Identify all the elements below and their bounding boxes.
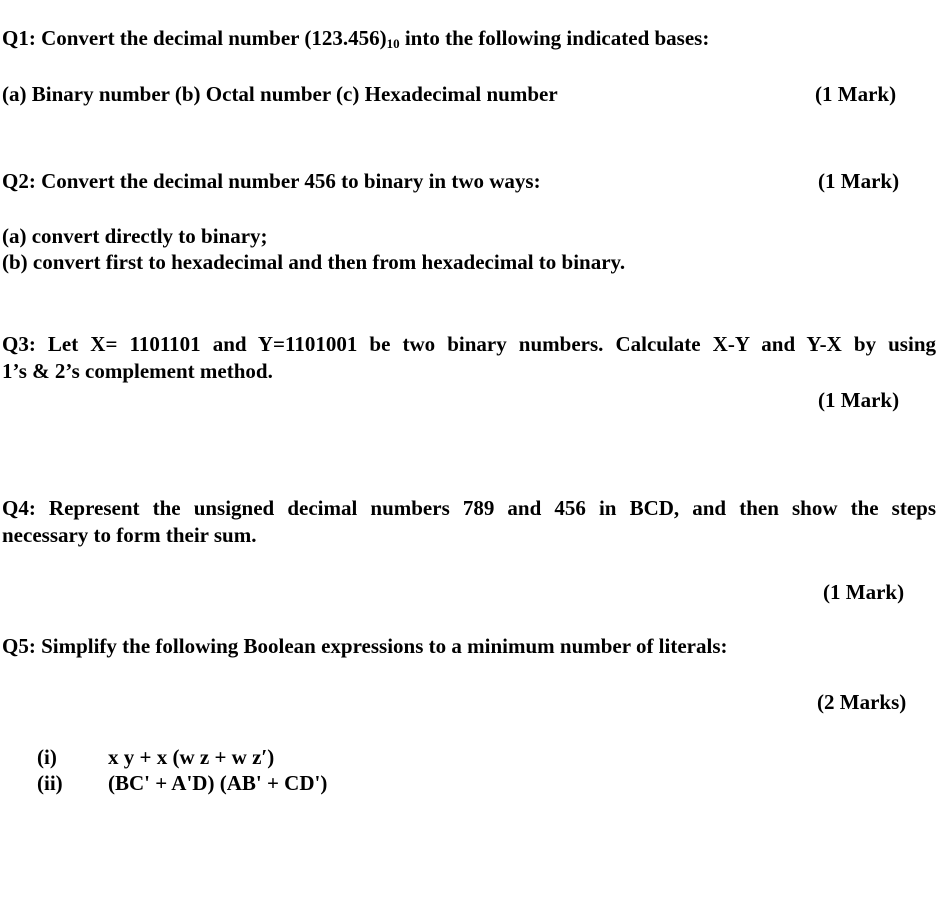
q3-line-1: Q3: Let X= 1101101 and Y=1101001 be two binary numbers. Calculate X-Y and Y-X by using: [2, 332, 936, 356]
q1-parts: (a) Binary number (b) Octal number (c) Hexadecimal number: [2, 82, 558, 106]
q3-line-2: 1’s & 2’s complement method.: [2, 359, 273, 383]
q4-line-2: necessary to form their sum.: [2, 523, 257, 547]
q3-question: [2, 331, 936, 385]
q1-suffix: into the following indicated bases:: [399, 26, 710, 50]
q2-mark: (1 Mark): [818, 169, 900, 193]
q1-mark: (1 Mark): [815, 82, 897, 106]
q1-question: [2, 26, 709, 50]
q5-item-ii-expression: (BC' + A'D) (AB' + CD'): [108, 771, 328, 795]
q5-item-i-expression: x y + x (w z + w z′): [108, 745, 275, 769]
q5-item-i-label: (i): [37, 745, 57, 769]
q5-item-ii-label: (ii): [37, 771, 63, 795]
q2-part-b: (b) convert first to hexadecimal and then from hexadecimal to binary.: [2, 250, 626, 274]
q4-line-1: Q4: Represent the unsigned decimal numbers 789 and 456 in BCD, and then show the steps: [2, 496, 936, 520]
q5-question: Q5: Simplify the following Boolean expressions to a minimum number of literals:: [2, 634, 728, 658]
q1-prefix: Q1: Convert the decimal number (123.456): [2, 26, 387, 50]
q5-mark: (2 Marks): [817, 690, 907, 714]
q1-base-subscript: 10: [386, 36, 400, 51]
q3-mark: (1 Mark): [818, 388, 900, 412]
q2-question: Q2: Convert the decimal number 456 to binary in two ways:: [2, 169, 541, 193]
q2-part-a: (a) convert directly to binary;: [2, 224, 268, 248]
q4-question: [2, 495, 936, 549]
q4-mark: (1 Mark): [823, 580, 905, 604]
